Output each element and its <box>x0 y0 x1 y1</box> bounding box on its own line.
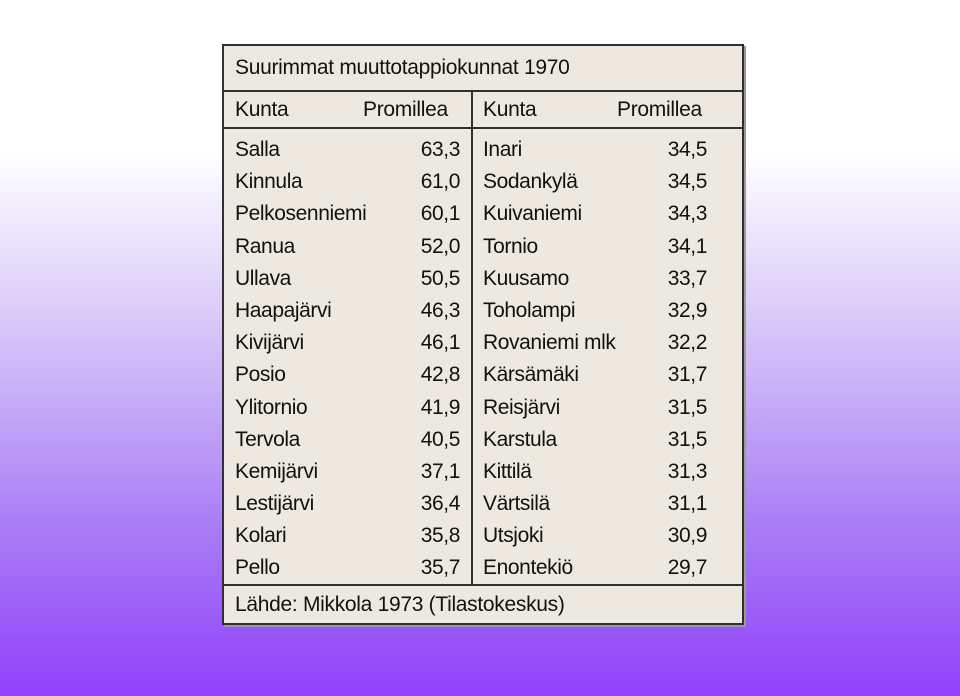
source-divider <box>224 584 742 586</box>
right-column-rows <box>483 134 707 585</box>
migration-loss-table <box>222 44 744 625</box>
municipality-name: Kittilä <box>483 459 532 483</box>
municipality-name: Kuivaniemi <box>483 202 582 226</box>
header-left-value: Promillea <box>363 98 448 121</box>
table-row <box>483 295 707 327</box>
municipality-name: Rovaniemi mlk <box>483 331 616 355</box>
municipality-name: Enontekiö <box>483 556 573 580</box>
table-row <box>483 456 707 488</box>
table-row <box>483 134 707 166</box>
per-mille-value: 60,1 <box>420 202 460 226</box>
table-row <box>483 327 707 359</box>
municipality-name: Pello <box>235 556 280 580</box>
municipality-name: Tornio <box>483 234 538 258</box>
per-mille-value: 63,3 <box>420 138 460 161</box>
table-row <box>235 456 460 488</box>
per-mille-value: 31,1 <box>667 492 707 516</box>
municipality-name: Sodankylä <box>483 170 578 194</box>
municipality-name: Lestijärvi <box>235 492 314 516</box>
municipality-name: Toholampi <box>483 298 576 322</box>
source-note: Lähde: Mikkola 1973 (Tilastokeskus) <box>235 593 565 616</box>
table-row <box>483 198 707 230</box>
table-row <box>235 424 460 456</box>
per-mille-value: 33,7 <box>667 266 707 290</box>
table-row <box>235 166 460 198</box>
table-row <box>235 134 460 166</box>
municipality-name: Posio <box>235 363 286 387</box>
municipality-name: Ylitornio <box>235 395 308 419</box>
table-row <box>483 392 707 424</box>
table-row <box>483 488 707 520</box>
title-divider <box>224 90 742 92</box>
left-column-rows <box>235 134 460 585</box>
table-row <box>483 231 707 263</box>
per-mille-value: 34,5 <box>667 138 707 161</box>
per-mille-value: 31,5 <box>667 395 707 419</box>
table-row <box>483 424 707 456</box>
table-row <box>235 295 460 327</box>
per-mille-value: 35,7 <box>420 556 460 580</box>
header-left-name: Kunta <box>235 98 289 121</box>
municipality-name: Haapajärvi <box>235 298 332 322</box>
municipality-name: Kinnula <box>235 170 303 194</box>
per-mille-value: 31,7 <box>667 363 707 387</box>
municipality-name: Reisjärvi <box>483 395 560 419</box>
column-divider <box>471 91 473 584</box>
per-mille-value: 31,5 <box>667 427 707 451</box>
table-row <box>235 488 460 520</box>
municipality-name: Inari <box>483 138 522 161</box>
municipality-name: Tervola <box>235 427 300 451</box>
per-mille-value: 35,8 <box>420 524 460 548</box>
municipality-name: Kärsämäki <box>483 363 579 387</box>
per-mille-value: 34,1 <box>667 234 707 258</box>
per-mille-value: 40,5 <box>420 427 460 451</box>
per-mille-value: 30,9 <box>667 524 707 548</box>
per-mille-value: 32,2 <box>667 331 707 355</box>
per-mille-value: 61,0 <box>420 170 460 194</box>
table-title: Suurimmat muuttotappiokunnat 1970 <box>235 56 570 79</box>
table-row <box>235 520 460 552</box>
table-row <box>235 327 460 359</box>
header-right-value: Promillea <box>617 98 702 121</box>
municipality-name: Pelkosenniemi <box>235 202 367 226</box>
table-row <box>483 552 707 584</box>
per-mille-value: 32,9 <box>667 298 707 322</box>
per-mille-value: 41,9 <box>420 395 460 419</box>
table-row <box>483 263 707 295</box>
table-row <box>235 359 460 391</box>
municipality-name: Karstula <box>483 427 557 451</box>
municipality-name: Kolari <box>235 524 287 548</box>
table-row <box>235 198 460 230</box>
per-mille-value: 52,0 <box>420 234 460 258</box>
table-row <box>483 166 707 198</box>
municipality-name: Värtsilä <box>483 492 550 516</box>
per-mille-value: 50,5 <box>420 266 460 290</box>
per-mille-value: 29,7 <box>667 556 707 580</box>
municipality-name: Kivijärvi <box>235 331 304 355</box>
header-divider <box>224 127 742 129</box>
municipality-name: Kuusamo <box>483 266 569 290</box>
per-mille-value: 46,1 <box>420 331 460 355</box>
table-row <box>483 359 707 391</box>
municipality-name: Utsjoki <box>483 524 544 548</box>
table-row <box>235 263 460 295</box>
per-mille-value: 37,1 <box>420 459 460 483</box>
per-mille-value: 34,5 <box>667 170 707 194</box>
per-mille-value: 46,3 <box>420 298 460 322</box>
per-mille-value: 36,4 <box>420 492 460 516</box>
table-row <box>235 552 460 584</box>
table-row <box>235 231 460 263</box>
header-right-name: Kunta <box>483 98 537 121</box>
table-row <box>483 520 707 552</box>
municipality-name: Ranua <box>235 234 295 258</box>
municipality-name: Salla <box>235 138 280 161</box>
municipality-name: Kemijärvi <box>235 459 318 483</box>
per-mille-value: 34,3 <box>667 202 707 226</box>
municipality-name: Ullava <box>235 266 291 290</box>
table-row <box>235 392 460 424</box>
per-mille-value: 42,8 <box>420 363 460 387</box>
per-mille-value: 31,3 <box>667 459 707 483</box>
